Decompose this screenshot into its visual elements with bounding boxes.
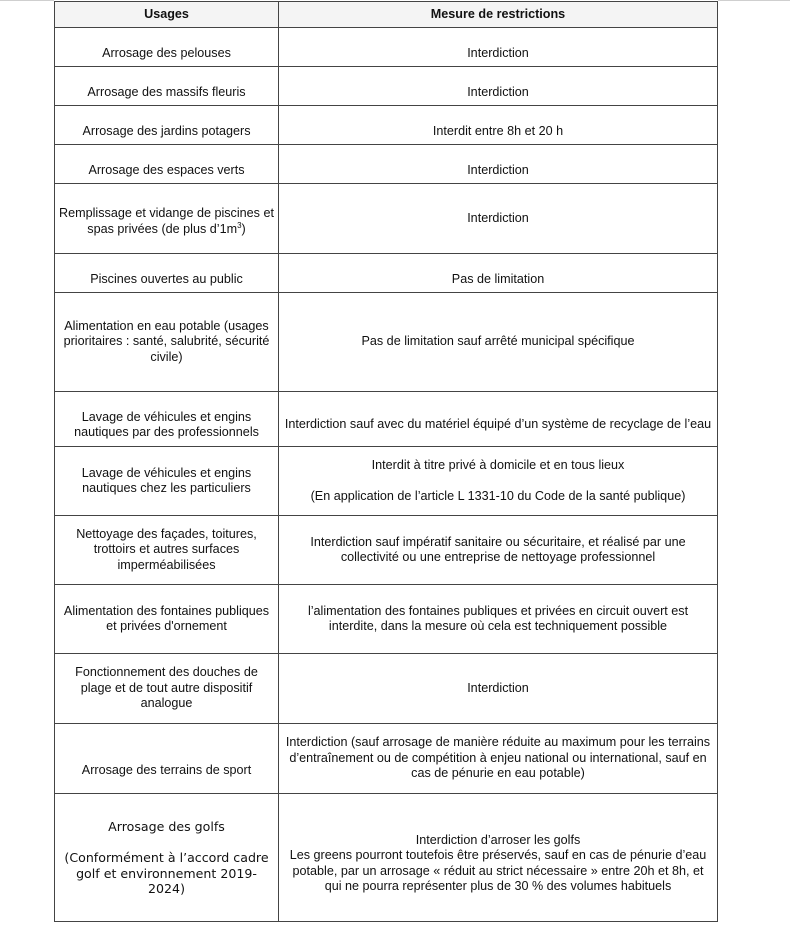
usage-cell: Arrosage des massifs fleuris <box>55 67 279 106</box>
measure-cell: Interdiction <box>279 28 718 67</box>
table-row <box>55 145 718 184</box>
usage-cell <box>55 794 279 922</box>
measure-cell: Pas de limitation <box>279 254 718 293</box>
top-border-right <box>718 0 790 1</box>
usage-note: (Conformément à l’accord cadre golf et environnement 2019-2024) <box>64 850 269 896</box>
measure-cell <box>279 794 718 922</box>
table-row <box>55 724 718 794</box>
measure-cell: l’alimentation des fontaines publiques et privées en circuit ouvert est interdite, dans la mesure où cela est techniquement possible <box>279 585 718 654</box>
header-usages: Usages <box>55 2 279 28</box>
table-row <box>55 585 718 654</box>
usage-cell: Lavage de véhicules et engins nautiques par des professionnels <box>55 392 279 447</box>
header-measures: Mesure de restrictions <box>279 2 718 28</box>
table-row <box>55 293 718 392</box>
usage-text: Arrosage des golfs <box>108 818 225 834</box>
measure-cell: Interdiction sauf avec du matériel équipé d’un système de recyclage de l’eau <box>279 392 718 447</box>
table-row <box>55 447 718 516</box>
measure-note: (En application de l’article L 1331-10 du Code de la santé publique) <box>310 488 686 503</box>
table-row <box>55 794 718 922</box>
measure-cell: Interdiction <box>279 654 718 724</box>
usage-cell: Nettoyage des façades, toitures, trottoirs et autres surfaces imperméabilisées <box>55 516 279 585</box>
restrictions-table <box>54 1 718 922</box>
table-row <box>55 254 718 293</box>
measure-cell: Interdiction sauf impératif sanitaire ou sécuritaire, et réalisé par une collectivité ou une entreprise de nettoyage professionnel <box>279 516 718 585</box>
measure-text: Interdiction d’arroser les golfs <box>415 832 581 847</box>
superscript: 3 <box>237 220 242 230</box>
usage-cell: Piscines ouvertes au public <box>55 254 279 293</box>
measure-cell: Interdit entre 8h et 20 h <box>279 106 718 145</box>
measure-cell <box>279 447 718 516</box>
table-row <box>55 106 718 145</box>
usage-cell: Lavage de véhicules et engins nautiques chez les particuliers <box>55 447 279 516</box>
table-row <box>55 67 718 106</box>
measure-cell: Pas de limitation sauf arrêté municipal spécifique <box>279 293 718 392</box>
usage-cell: Arrosage des jardins potagers <box>55 106 279 145</box>
table-row <box>55 392 718 447</box>
usage-cell: Arrosage des espaces verts <box>55 145 279 184</box>
measure-cell: Interdiction <box>279 67 718 106</box>
table-header-row <box>55 2 718 28</box>
measure-detail: Les greens pourront toutefois être préservés, sauf en cas de pénurie d’eau potable, par un arrosage « réduit au strict nécessaire » entre 20h et 8h, et qui ne pourra représenter plus de 30 % des volumes habituels <box>289 848 707 893</box>
table-row <box>55 184 718 254</box>
usage-cell: Arrosage des pelouses <box>55 28 279 67</box>
usage-cell: Alimentation des fontaines publiques et privées d'ornement <box>55 585 279 654</box>
table-row <box>55 516 718 585</box>
top-border-left <box>0 0 54 1</box>
measure-cell: Interdiction <box>279 145 718 184</box>
measure-cell: Interdiction (sauf arrosage de manière réduite au maximum pour les terrains d’entraînement ou de compétition à enjeu national ou international, sauf en cas de pénurie en eau potable) <box>279 724 718 794</box>
usage-cell: Alimentation en eau potable (usages prioritaires : santé, salubrité, sécurité civile) <box>55 293 279 392</box>
usage-cell: Arrosage des terrains de sport <box>55 724 279 794</box>
measure-text: Interdit à titre privé à domicile et en tous lieux <box>371 458 625 472</box>
usage-cell: Fonctionnement des douches de plage et de tout autre dispositif analogue <box>55 654 279 724</box>
table-row <box>55 654 718 724</box>
usage-cell <box>55 184 279 254</box>
measure-cell: Interdiction <box>279 184 718 254</box>
table-row <box>55 28 718 67</box>
usage-text: Remplissage et vidange de piscines et spas privées (de plus d’1m <box>59 206 274 236</box>
usage-text-end: ) <box>241 221 246 236</box>
